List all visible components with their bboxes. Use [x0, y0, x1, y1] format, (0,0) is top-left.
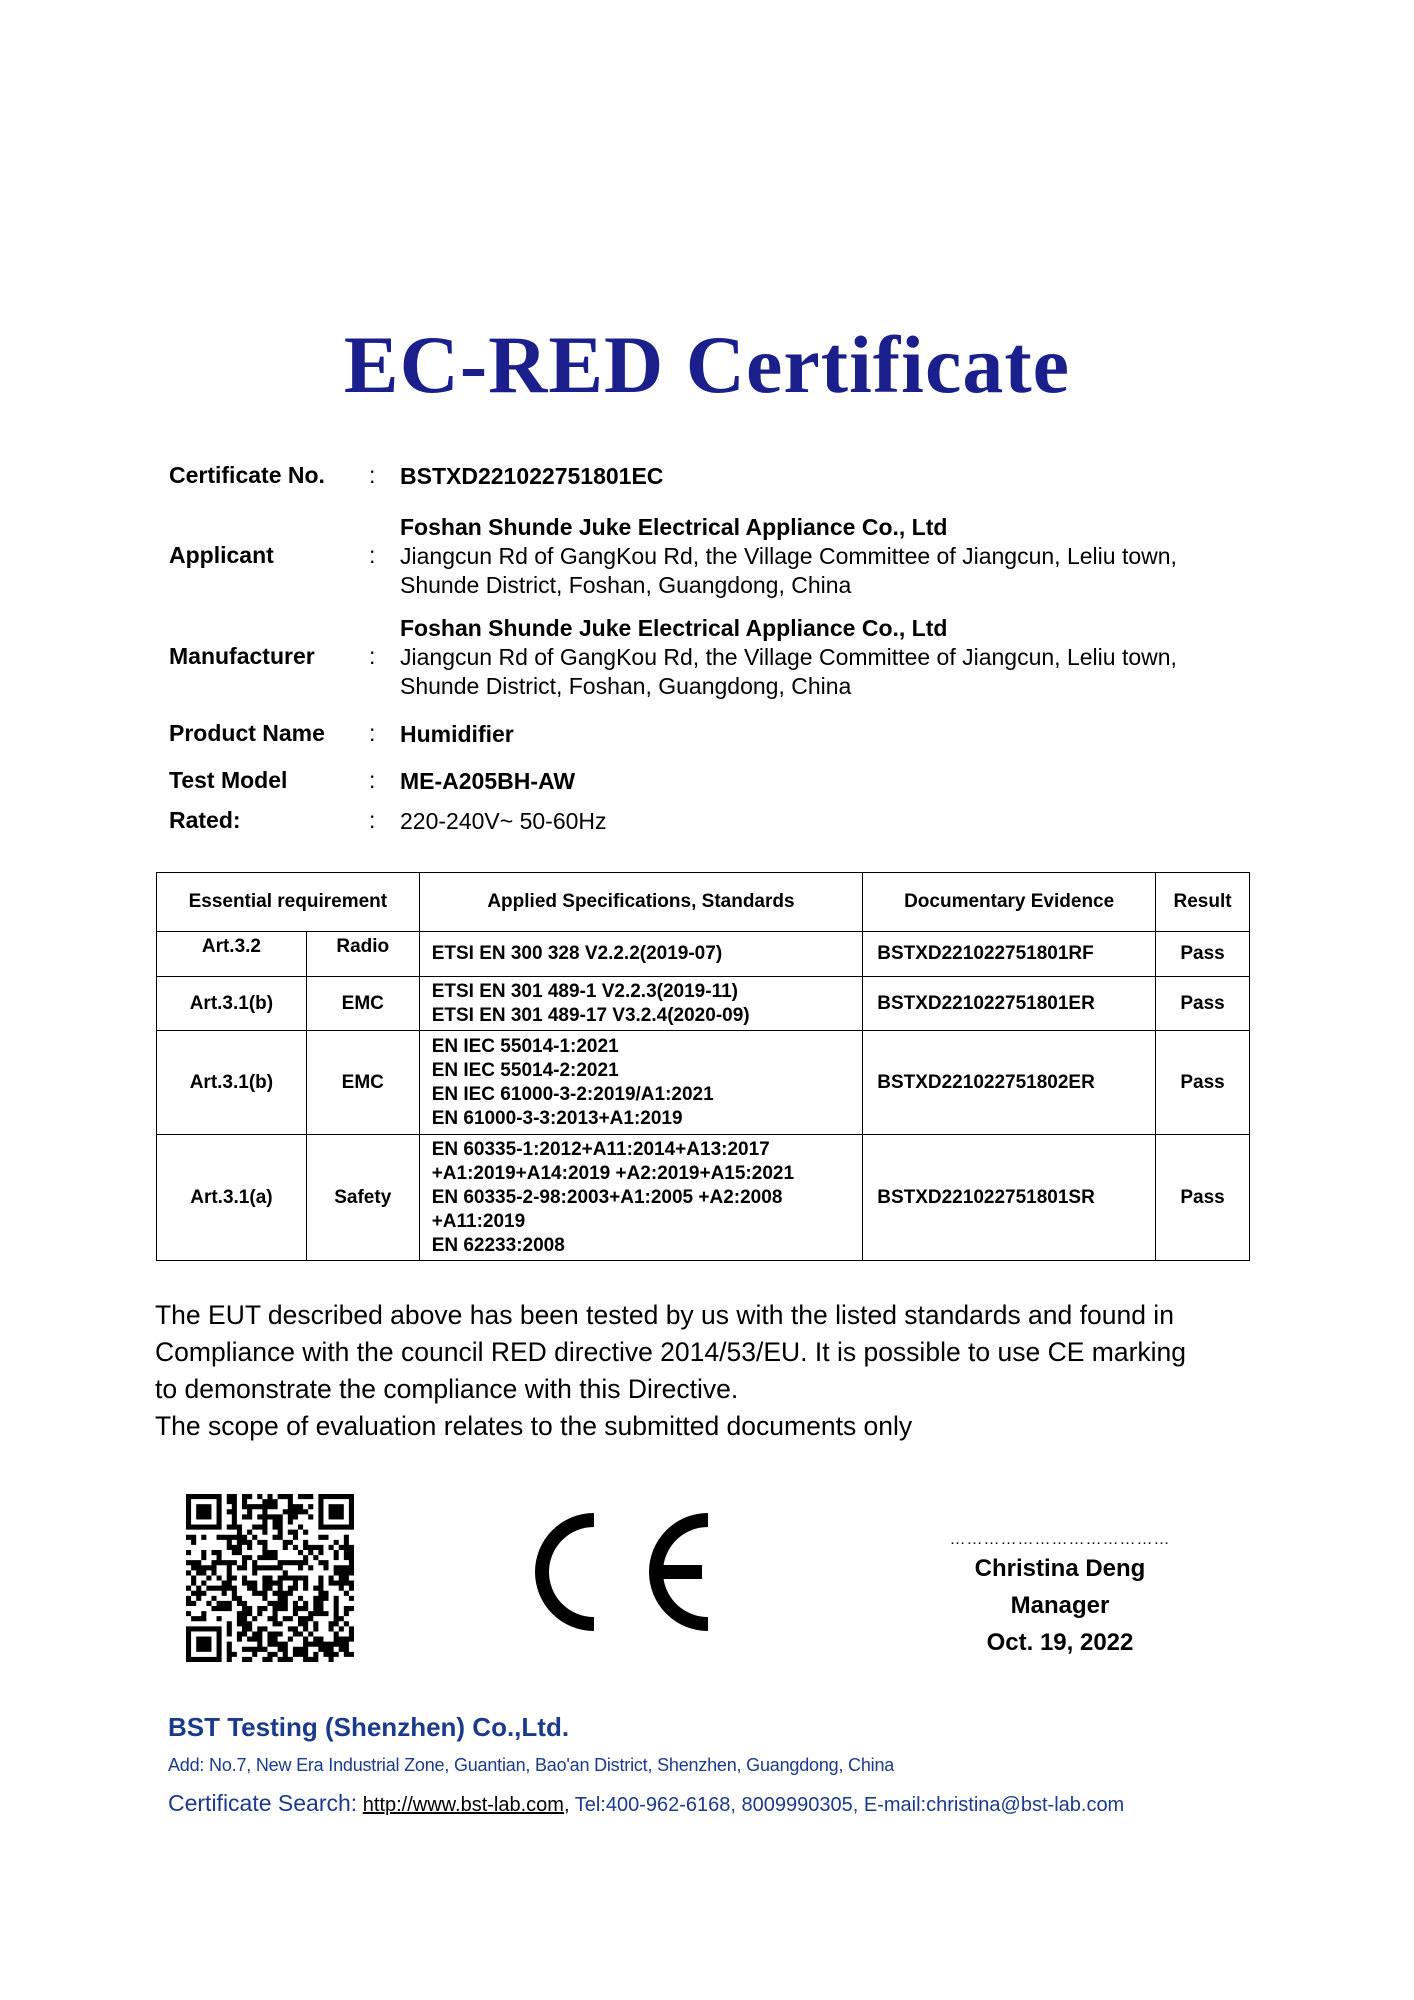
colon: :	[369, 807, 376, 833]
table-header-row	[157, 873, 1250, 932]
standard-line: EN 62233:2008	[431, 1234, 565, 1256]
certificate-search-label: Certificate Search:	[168, 1790, 358, 1816]
category-cell: Safety	[306, 1135, 419, 1261]
signature-line: …………………………………	[949, 1531, 1171, 1548]
category-cell: Radio	[306, 932, 419, 977]
standards-cell	[419, 1031, 863, 1135]
colon: :	[369, 767, 376, 793]
certificate-no-value: BSTXD221022751801EC	[400, 463, 664, 489]
standard-line: EN IEC 55014-2:2021	[431, 1059, 619, 1081]
colon: :	[369, 643, 376, 669]
standards-cell	[419, 932, 863, 977]
result-cell: Pass	[1156, 1135, 1250, 1261]
rated-label: Rated:	[169, 807, 241, 833]
standard-line: +A11:2019	[431, 1210, 526, 1232]
header-result: Result	[1156, 873, 1250, 932]
evidence-cell: BSTXD221022751801RF	[863, 932, 1156, 977]
standard-line: EN IEC 61000-3-2:2019/A1:2021	[431, 1083, 714, 1105]
evidence-cell: BSTXD221022751801ER	[863, 977, 1156, 1031]
manufacturer-value	[400, 614, 1300, 701]
rated-value: 220-240V~ 50-60Hz	[400, 808, 607, 834]
certificate-title: EC-RED Certificate	[343, 319, 1071, 410]
standard-line: EN 61000-3-3:2013+A1:2019	[431, 1107, 683, 1129]
standards-cell	[419, 1135, 863, 1261]
standard-line: EN IEC 55014-1:2021	[431, 1035, 619, 1057]
colon: :	[369, 542, 376, 568]
signature-date: Oct. 19, 2022	[986, 1629, 1134, 1656]
table-row	[157, 1135, 1250, 1261]
article-cell: Art.3.1(b)	[157, 977, 307, 1031]
company-name: BST Testing (Shenzhen) Co.,Ltd.	[168, 1712, 570, 1742]
manufacturer-address-line1: Jiangcun Rd of GangKou Rd, the Village Committee of Jiangcun, Leliu town,	[400, 644, 1177, 670]
standard-line: ETSI EN 300 328 V2.2.2(2019-07)	[431, 943, 723, 964]
article-cell: Art.3.1(b)	[157, 1031, 307, 1135]
standard-line: EN 60335-1:2012+A11:2014+A13:2017	[431, 1138, 770, 1160]
compliance-statement	[155, 1297, 1295, 1445]
statement-line: The EUT described above has been tested by us with the listed standards and found in	[155, 1300, 1174, 1330]
evidence-cell: BSTXD221022751802ER	[863, 1031, 1156, 1135]
applicant-address-line2: Shunde District, Foshan, Guangdong, China	[400, 572, 852, 598]
article-cell: Art.3.2	[157, 932, 307, 977]
test-model-label: Test Model	[169, 767, 288, 793]
applicant-address-line1: Jiangcun Rd of GangKou Rd, the Village Committee of Jiangcun, Leliu town,	[400, 543, 1177, 569]
table-row	[157, 977, 1250, 1031]
product-name-value: Humidifier	[400, 721, 514, 747]
signer-name: Christina Deng	[974, 1555, 1146, 1582]
article-cell: Art.3.1(a)	[157, 1135, 307, 1261]
standard-line: +A1:2019+A14:2019 +A2:2019+A15:2021	[431, 1162, 795, 1184]
colon: :	[369, 462, 376, 488]
test-model-value: ME-A205BH-AW	[400, 768, 576, 794]
statement-line: to demonstrate the compliance with this Directive.	[155, 1374, 739, 1404]
footer	[168, 1708, 1318, 1820]
result-cell: Pass	[1156, 1031, 1250, 1135]
standard-line: EN 60335-2-98:2003+A1:2005 +A2:2008	[431, 1186, 783, 1208]
requirements-table	[156, 872, 1250, 1261]
category-cell: EMC	[306, 1031, 419, 1135]
evidence-cell: BSTXD221022751801SR	[863, 1135, 1156, 1261]
signature-block	[930, 1530, 1190, 1661]
header-applied-specifications: Applied Specifications, Standards	[419, 873, 863, 932]
website-link[interactable]: http://www.bst-lab.com,	[362, 1794, 570, 1816]
applicant-label: Applicant	[169, 542, 274, 568]
result-cell: Pass	[1156, 977, 1250, 1031]
company-address: Add: No.7, New Era Industrial Zone, Guantian, Bao'an District, Shenzhen, Guangdong, China	[168, 1755, 895, 1775]
manufacturer-address-line2: Shunde District, Foshan, Guangdong, China	[400, 673, 852, 699]
standard-line: ETSI EN 301 489-17 V3.2.4(2020-09)	[431, 1004, 750, 1026]
manufacturer-label: Manufacturer	[169, 643, 315, 669]
statement-line: Compliance with the council RED directive 2014/53/EU. It is possible to use CE marking	[155, 1337, 1187, 1367]
contact-info: Tel:400-962-6168, 8009990305, E-mail:christina@bst-lab.com	[574, 1794, 1125, 1816]
standards-cell	[419, 977, 863, 1031]
product-name-label: Product Name	[169, 720, 325, 746]
applicant-name: Foshan Shunde Juke Electrical Appliance Co., Ltd	[400, 514, 948, 540]
applicant-value	[400, 513, 1300, 600]
table-row	[157, 932, 1250, 977]
certificate-no-label: Certificate No.	[169, 462, 325, 488]
header-essential-requirement: Essential requirement	[157, 873, 420, 932]
standard-line: ETSI EN 301 489-1 V2.2.3(2019-11)	[431, 980, 738, 1002]
header-documentary-evidence: Documentary Evidence	[863, 873, 1156, 932]
manufacturer-name: Foshan Shunde Juke Electrical Appliance Co., Ltd	[400, 615, 948, 641]
category-cell: EMC	[306, 977, 419, 1031]
ce-mark-icon	[532, 1510, 718, 1634]
colon: :	[369, 720, 376, 746]
qr-code-icon	[186, 1494, 354, 1662]
certificate-search	[168, 1788, 1318, 1820]
statement-line: The scope of evaluation relates to the submitted documents only	[155, 1411, 913, 1441]
signer-role: Manager	[1010, 1592, 1110, 1619]
table-row	[157, 1031, 1250, 1135]
result-cell: Pass	[1156, 932, 1250, 977]
